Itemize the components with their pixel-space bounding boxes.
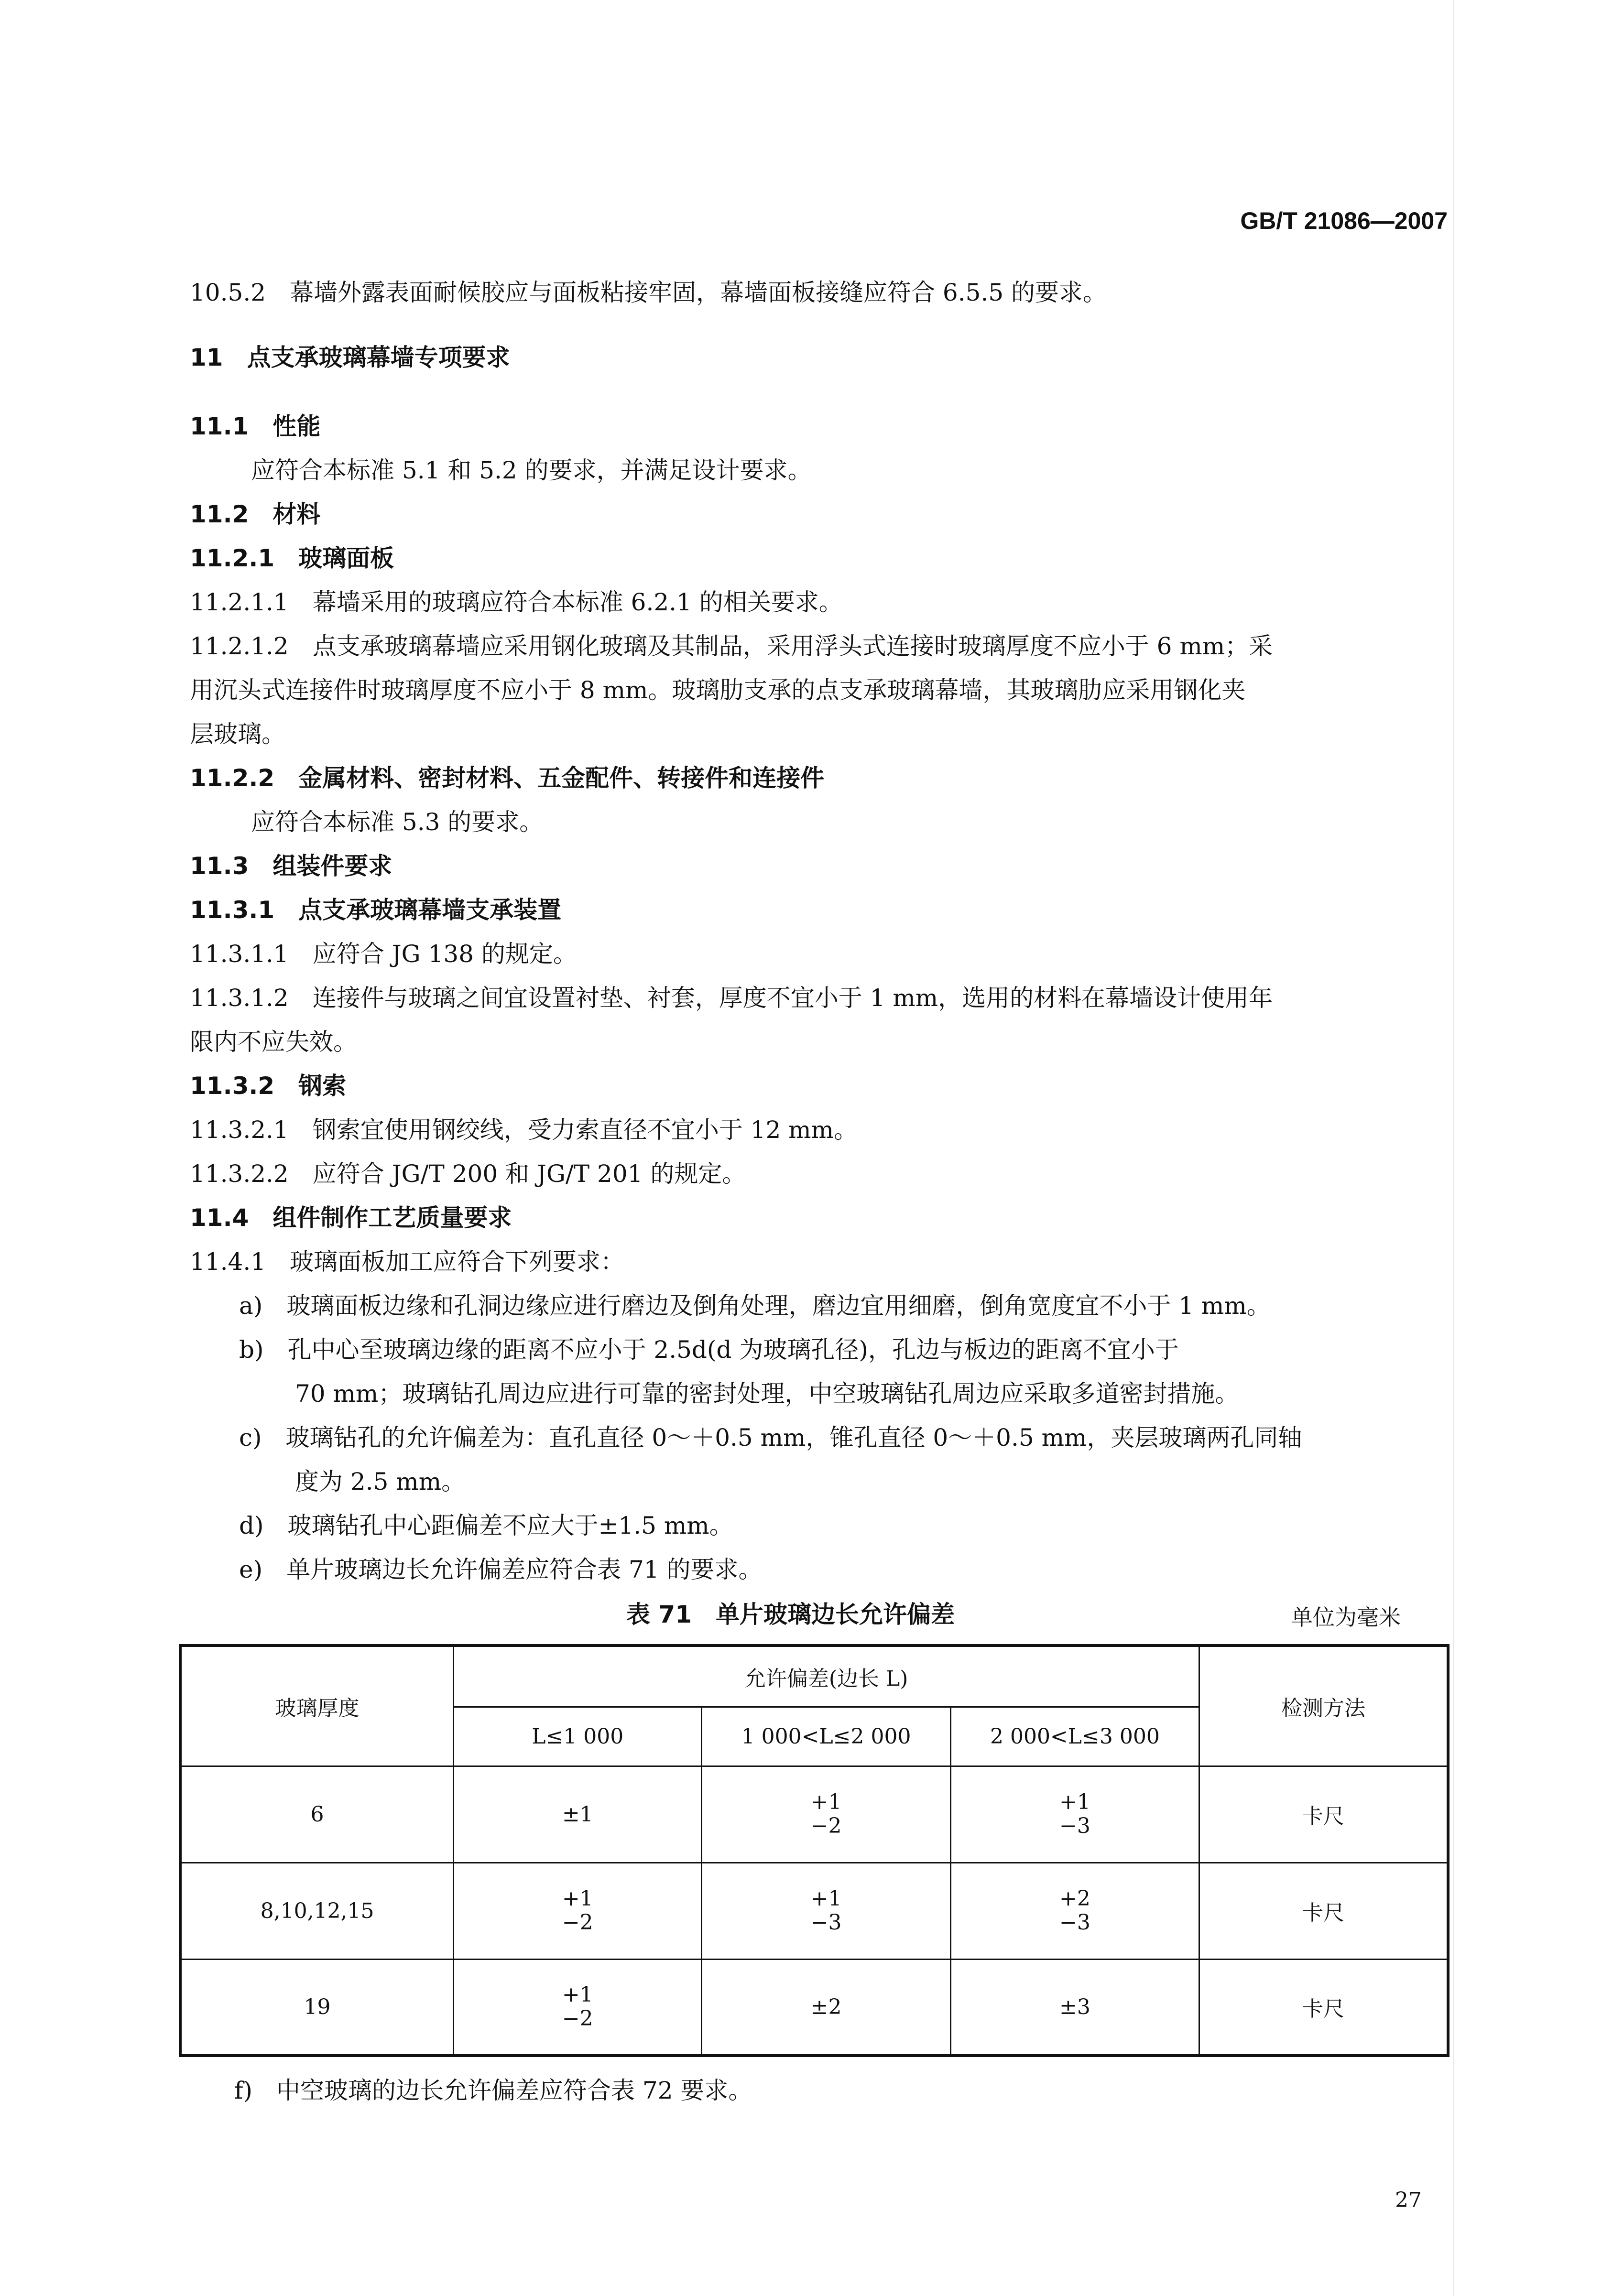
clause-11-3-1-1: 11.3.1.1 应符合 JG 138 的规定。: [190, 940, 577, 968]
cell-tol-2: [702, 1766, 950, 1863]
tol-lower: −3: [1059, 1814, 1090, 1838]
clause-11-3-2-1: 11.3.2.1 钢索宜使用钢绞线，受力索直径不宜小于 12 mm。: [190, 1116, 858, 1144]
clause-10-5-2: 10.5.2 幕墙外露表面耐候胶应与面板粘接牢固，幕墙面板接缝应符合 6.5.5 的要求。: [190, 279, 1107, 306]
heading-11-4: 11.4 组件制作工艺质量要求: [190, 1204, 512, 1232]
list-item-c-cont: 度为 2.5 mm。: [295, 1468, 466, 1495]
clause-11-3-1-2: 11.3.1.2 连接件与玻璃之间宜设置衬垫、衬套，厚度不宜小于 1 mm，选用的材料在幕墙设计使用年: [190, 984, 1273, 1012]
tolerance-table: [179, 1644, 1450, 2057]
cell-method: 卡尺: [1199, 1766, 1448, 1863]
standard-number: GB/T 21086—2007: [1240, 207, 1448, 234]
cell-tol-3: [950, 1863, 1199, 1959]
table-caption: 表 71 单片玻璃边长允许偏差: [626, 1601, 955, 1628]
tol-upper: +1: [810, 1886, 842, 1911]
tol-upper: +1: [562, 1982, 593, 2007]
cell-tol-1: [454, 1863, 702, 1959]
heading-11: 11 点支承玻璃幕墙专项要求: [190, 344, 510, 371]
table-row: [180, 1959, 1448, 2056]
table-unit-note: 单位为毫米: [1291, 1604, 1401, 1630]
heading-11-2: 11.2 材料: [190, 500, 321, 528]
list-item-c: c) 玻璃钻孔的允许偏差为：直孔直径 0～＋0.5 mm，锥孔直径 0～＋0.5 mm，夹层玻璃两孔同轴: [239, 1424, 1302, 1451]
tol-value: ±1: [562, 1802, 593, 1827]
header-col-1: L≤1 000: [454, 1707, 702, 1766]
header-tolerance-group: 允许偏差(边长 L): [454, 1646, 1199, 1707]
cell-thickness: 8,10,12,15: [180, 1863, 454, 1959]
tol-lower: −2: [562, 2006, 593, 2031]
page-number: 27: [1395, 2188, 1422, 2212]
cell-tol-3: [950, 1766, 1199, 1863]
clause-11-2-1-2-cont2: 层玻璃。: [190, 720, 285, 748]
clause-11-4-1: 11.4.1 玻璃面板加工应符合下列要求：: [190, 1248, 625, 1276]
tol-upper: +1: [810, 1790, 842, 1814]
cell-method: 卡尺: [1199, 1959, 1448, 2056]
list-item-b-cont: 70 mm；玻璃钻孔周边应进行可靠的密封处理，中空玻璃钻孔周边应采取多道密封措施。: [295, 1380, 1239, 1408]
tol-lower: −2: [810, 1814, 842, 1838]
tol-lower: −3: [1059, 1910, 1090, 1935]
clause-11-3-1-2-cont: 限内不应失效。: [190, 1028, 357, 1056]
heading-11-3: 11.3 组装件要求: [190, 852, 392, 880]
list-item-f: f) 中空玻璃的边长允许偏差应符合表 72 要求。: [234, 2077, 752, 2104]
heading-11-2-2: 11.2.2 金属材料、密封材料、五金配件、转接件和连接件: [190, 764, 825, 792]
tol-lower: −3: [810, 1910, 842, 1935]
header-col-3: 2 000<L≤3 000: [950, 1707, 1199, 1766]
list-item-b: b) 孔中心至玻璃边缘的距离不应小于 2.5d(d 为玻璃孔径)，孔边与板边的距离不宜小于: [239, 1336, 1179, 1364]
list-item-d: d) 玻璃钻孔中心距偏差不应大于±1.5 mm。: [239, 1512, 733, 1539]
list-item-a: a) 玻璃面板边缘和孔洞边缘应进行磨边及倒角处理，磨边宜用细磨，倒角宽度宜不小于 1 mm。: [239, 1292, 1271, 1320]
para-11-1: 应符合本标准 5.1 和 5.2 的要求，并满足设计要求。: [251, 456, 812, 484]
clause-11-2-1-2: 11.2.1.2 点支承玻璃幕墙应采用钢化玻璃及其制品，采用浮头式连接时玻璃厚度不应小于 6 mm；采: [190, 632, 1273, 660]
clause-11-2-1-2-cont: 用沉头式连接件时玻璃厚度不应小于 8 mm。玻璃肋支承的点支承玻璃幕墙，其玻璃肋应采用钢化夹: [190, 676, 1246, 704]
cell-tol-3: [950, 1959, 1199, 2056]
cell-tol-2: [702, 1959, 950, 2056]
tol-value: ±2: [810, 1994, 842, 2019]
cell-thickness: 6: [180, 1766, 454, 1863]
tol-lower: −2: [562, 1910, 593, 1935]
tol-upper: +1: [562, 1886, 593, 1911]
clause-11-3-2-2: 11.3.2.2 应符合 JG/T 200 和 JG/T 201 的规定。: [190, 1160, 746, 1188]
cell-tol-1: [454, 1766, 702, 1863]
tol-upper: +2: [1059, 1886, 1090, 1911]
header-method: 检测方法: [1199, 1646, 1448, 1766]
header-thickness: 玻璃厚度: [180, 1646, 454, 1766]
table-row: [180, 1766, 1448, 1863]
clause-11-2-1-1: 11.2.1.1 幕墙采用的玻璃应符合本标准 6.2.1 的相关要求。: [190, 588, 843, 616]
tol-value: ±3: [1059, 1994, 1090, 2019]
heading-11-3-1: 11.3.1 点支承玻璃幕墙支承装置: [190, 896, 562, 924]
heading-11-2-1: 11.2.1 玻璃面板: [190, 544, 394, 572]
table-row: [180, 1863, 1448, 1959]
header-col-2: 1 000<L≤2 000: [702, 1707, 950, 1766]
cell-tol-2: [702, 1863, 950, 1959]
tol-upper: +1: [1059, 1790, 1090, 1814]
cell-tol-1: [454, 1959, 702, 2056]
cell-thickness: 19: [180, 1959, 454, 2056]
para-11-2-2: 应符合本标准 5.3 的要求。: [251, 808, 544, 836]
page-edge-line: [1453, 0, 1454, 2296]
heading-11-1: 11.1 性能: [190, 412, 321, 440]
list-item-e: e) 单片玻璃边长允许偏差应符合表 71 的要求。: [239, 1556, 763, 1583]
cell-method: 卡尺: [1199, 1863, 1448, 1959]
heading-11-3-2: 11.3.2 钢索: [190, 1072, 347, 1100]
